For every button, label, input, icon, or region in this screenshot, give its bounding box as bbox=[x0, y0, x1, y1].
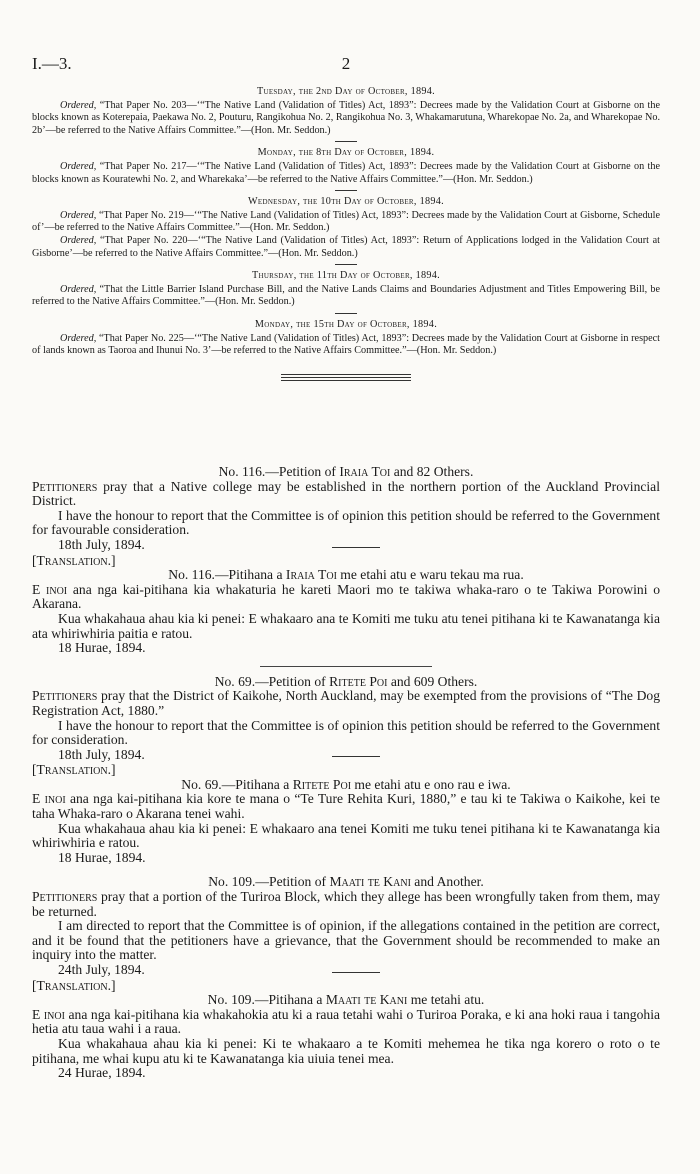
order-paragraph bbox=[32, 235, 660, 260]
petition-lead: Petitioners bbox=[32, 478, 98, 494]
order-lead: Ordered, bbox=[60, 160, 97, 172]
translation-title-prefix: No. 109.—Pitihana a bbox=[207, 992, 326, 1008]
translation-lead: E inoi bbox=[32, 581, 68, 597]
translation-prayer-text: ana nga kai-pitihana kia whakaturia he kareti Maori mo te takiwa whaka-raro o te Takiwa Porowini o Akarana. bbox=[32, 581, 660, 612]
committee-report: I have the honour to report that the Committee is of opinion this petition should be referred to the Government for consideration. bbox=[32, 717, 660, 748]
petitions-section bbox=[32, 465, 660, 1081]
order-lead: Ordered, bbox=[60, 209, 97, 221]
petition-title-suffix: and Another. bbox=[410, 874, 484, 890]
report-date: 24th July, 1894. bbox=[58, 962, 145, 977]
report-date: 18th July, 1894. bbox=[58, 536, 145, 552]
petition-title-suffix: and 609 Others. bbox=[387, 673, 478, 689]
translation-title bbox=[32, 568, 660, 583]
order-date: Monday, the 8th Day of October, 1894. bbox=[257, 147, 435, 159]
order-lead: Ordered, bbox=[60, 332, 97, 344]
page-number: 2 bbox=[341, 54, 351, 73]
translation-title-suffix: me etahi atu e waru tekau ma rua. bbox=[336, 567, 524, 583]
translation-prayer-text: ana nga kai-pitihana kia whakahokia atu ki a raua tetahi wahi o Turiroa Poraka, e ki ana hoki raua i tangohia hetia atu taua wahi i a raua. bbox=[32, 1006, 661, 1037]
translation-label: [Translation.] bbox=[32, 552, 116, 568]
translation-title-suffix: me etahi atu e ono rau e iwa. bbox=[351, 776, 511, 792]
petition-prayer-text: pray that the District of Kaikohe, North Auckland, may be exempted from the provisions of “The Dog Registration Act, 1880.” bbox=[32, 688, 660, 718]
translation-title bbox=[32, 993, 660, 1008]
order-paragraph bbox=[32, 100, 660, 138]
short-rule bbox=[332, 972, 380, 979]
committee-report: I am directed to report that the Committee is of opinion, if the allegations contained in the petition are correct, and it be found that the petitioners have a grievance, that the Government should be recommended to make an inquiry into the matter. bbox=[32, 918, 660, 963]
petition-prayer bbox=[32, 689, 660, 718]
translation-report: Kua whakahaua ahau kia ki penei: Ki te whakaaro a te Komiti mehemea he tika nga korero o roto o te pitihana, me whai kupu atu ki te Kawanatanga kia uiuia tenei mea. bbox=[32, 1035, 660, 1066]
paper-reference: I.—3. bbox=[32, 54, 72, 73]
petition-title-prefix: No. 116.—Petition of bbox=[218, 464, 340, 479]
section-divider bbox=[335, 141, 357, 142]
petition-prayer-text: pray that a Native college may be established in the northern portion of the Auckland Provincial District. bbox=[32, 478, 660, 509]
order-lead: Ordered, bbox=[60, 99, 97, 111]
translation-label: [Translation.] bbox=[32, 762, 116, 778]
committee-report: I have the honour to report that the Committee is of opinion this petition should be referred to the Government for favourable consideration. bbox=[32, 507, 660, 538]
petition-prayer-text: pray that a portion of the Turiroa Block, which they allege has been wrongfully taken from them, may be returned. bbox=[32, 889, 660, 919]
order-date: Thursday, the 11th Day of October, 1894. bbox=[251, 270, 441, 282]
order-text: “That Paper No. 225—‘“The Native Land (Validation of Titles) Act, 1893”: Decrees made by the Validation Court at Gisborne in respect of lands known as Taoroa and Ihunui No. 3’—be referred to the Native Affairs Committee.”—(Hon. Mr. Seddon.) bbox=[32, 332, 661, 357]
report-date: 18th July, 1894. bbox=[58, 746, 145, 762]
petition-prayer bbox=[32, 480, 660, 509]
petition-title bbox=[32, 675, 660, 690]
order-lead: Ordered, bbox=[60, 283, 97, 295]
petitioner-name: Maati te Kani bbox=[329, 874, 411, 890]
orders-section bbox=[32, 86, 660, 383]
section-divider bbox=[335, 190, 357, 191]
order-text: “That Paper No. 219—‘“The Native Land (Validation of Titles) Act, 1893”: Decrees made by the Validation Court at Gisborne, Schedule of’—be referred to the Native Affairs Committee.”—(Hon. Mr. Seddon.) bbox=[32, 209, 661, 234]
order-text: “That Paper No. 217—‘“The Native Land (Validation of Titles) Act, 1893”: Decrees made by the Validation Court at Gisborne on the blocks known as Kouratewhi No. 2, and Wharekaka’—be referred to the Native Affairs Committee.”—(Hon. Mr. Seddon.) bbox=[32, 160, 661, 185]
short-rule bbox=[332, 547, 380, 554]
order-paragraph bbox=[32, 161, 660, 186]
translation-prayer-text: ana nga kai-pitihana kia kore te mana o “Te Ture Rehita Kuri, 1880,” e tau ki te Takiwa o Kaikohe, kei te taha Whaka-raro o Akarana tenei wahi. bbox=[32, 791, 660, 822]
double-rule-divider bbox=[281, 374, 411, 383]
translation-lead: E inoi bbox=[32, 1006, 65, 1022]
translation-report: Kua whakahaua ahau kia ki penei: E whakaaro ana te Komiti me tuku atu tenei pitihana ki te Kawanatanga kia ata whiriwhiria paitia e ratou. bbox=[32, 610, 660, 641]
order-date: Wednesday, the 10th Day of October, 1894. bbox=[247, 196, 445, 208]
section-divider bbox=[335, 313, 357, 314]
order-text: “That the Little Barrier Island Purchase Bill, and the Native Lands Claims and Boundaries Adjustment and Titles Empowering Bill, be referred to the Native Affairs Committee.”—(Hon. Mr. Seddon.) bbox=[32, 283, 660, 308]
petition-title-suffix: and 82 Others. bbox=[390, 464, 474, 479]
translation-title bbox=[32, 778, 660, 793]
translation-lead: E inoi bbox=[32, 791, 66, 807]
order-date: Monday, the 15th Day of October, 1894. bbox=[254, 318, 438, 330]
petition-title-prefix: No. 69.—Petition of bbox=[214, 673, 330, 689]
page-header bbox=[32, 54, 660, 76]
section-divider bbox=[335, 264, 357, 265]
translation-title-prefix: No. 116.—Pitihana a bbox=[168, 567, 286, 583]
translation-date: 18 Hurae, 1894. bbox=[58, 640, 146, 656]
translation-title-suffix: me tetahi atu. bbox=[407, 992, 485, 1008]
petition-lead: Petitioners bbox=[32, 688, 98, 704]
translation-petitioner-name: Maati te Kani bbox=[325, 992, 408, 1008]
order-lead: Ordered, bbox=[60, 234, 97, 246]
translation-report: Kua whakahaua ahau kia ki penei: E whakaaro ana tenei Komiti me tuku tenei pitihana ki te Kawanatanga kia whiriwhiria e ratou. bbox=[32, 820, 660, 851]
petition-title bbox=[32, 465, 660, 480]
petition-prayer bbox=[32, 890, 660, 919]
order-paragraph bbox=[32, 210, 660, 235]
petition-lead: Petitioners bbox=[32, 889, 98, 905]
petition-title bbox=[32, 875, 660, 890]
translation-title-prefix: No. 69.—Pitihana a bbox=[181, 776, 293, 792]
translation-prayer bbox=[32, 583, 660, 612]
translation-date: 24 Hurae, 1894. bbox=[58, 1065, 146, 1081]
petition-divider bbox=[260, 666, 432, 667]
order-text: “That Paper No. 220—‘“The Native Land (Validation of Titles) Act, 1893”: Return of Applications lodged in the Validation Court at Gisborne’—be referred to the Native Affairs Committee.”—(Hon. Mr. Seddon.) bbox=[32, 234, 660, 259]
translation-date: 18 Hurae, 1894. bbox=[58, 849, 146, 865]
petitioner-name: Ritete Poi bbox=[329, 673, 388, 689]
translation-label: [Translation.] bbox=[32, 977, 116, 993]
order-text: “That Paper No. 203—‘“The Native Land (Validation of Titles) Act, 1893”: Decrees made by the Validation Court at Gisborne on the blocks known as Koterepaia, Paekawa No. 2, Pouturu, Rangikohua No. 2, Rangikohua No. 3, Whakamarutuna, Wharekopae No. 2a, and Wharekopae No. 2b’—be referred to the Native Affairs Committee.”—(Hon. Mr. Seddon.) bbox=[32, 99, 661, 136]
order-paragraph bbox=[32, 333, 660, 358]
translation-prayer bbox=[32, 792, 660, 821]
short-rule bbox=[332, 756, 380, 763]
translation-prayer bbox=[32, 1008, 660, 1037]
petition-title-prefix: No. 109.—Petition of bbox=[208, 874, 330, 890]
translation-petitioner-name: Ritete Poi bbox=[292, 776, 352, 792]
order-paragraph bbox=[32, 284, 660, 309]
petitioner-name: Iraia Toi bbox=[339, 464, 391, 479]
translation-petitioner-name: Iraia Toi bbox=[285, 567, 337, 583]
order-date: Tuesday, the 2nd Day of October, 1894. bbox=[256, 86, 436, 97]
